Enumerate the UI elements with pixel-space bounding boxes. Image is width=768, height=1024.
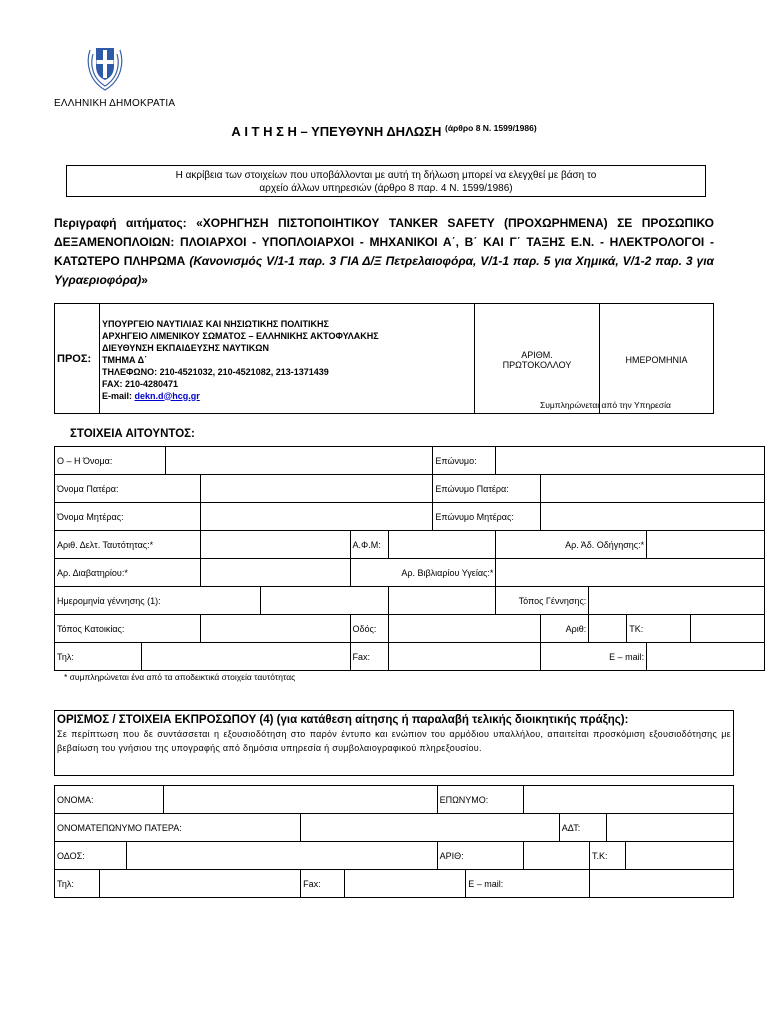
representative-text: Σε περίπτωση που δε συντάσσεται η εξουσιοδότηση στο παρόν έντυπο και ενώπιον του αρμόδιου υπαλλήλου, απαιτείται προσκόμιση εξουσιοδότησης με βεβαίωση του γνήσιου της υπογραφής από δημόσια υπηρεσία ή συμβολαιογραφικού πληρεξουσίου. [57, 729, 731, 753]
birth-date-label: Ημερομηνία γέννησης (1): [55, 587, 261, 615]
recipient-phone: ΤΗΛΕΦΩΝΟ: 210-4521032, 210-4521082, 213-1371439 [102, 366, 329, 377]
recipient-table [54, 303, 714, 414]
title-reference: (άρθρο 8 Ν. 1599/1986) [444, 123, 537, 133]
protocol-cell [475, 304, 600, 414]
birth-date-extra[interactable] [388, 587, 496, 615]
rep-phone-input[interactable] [99, 870, 300, 898]
fax-input[interactable] [388, 643, 541, 671]
recipient-line-1: ΥΠΟΥΡΓΕΙΟ ΝΑΥΤΙΛΙΑΣ ΚΑΙ ΝΗΣΙΩΤΙΚΗΣ ΠΟΛΙΤΙΚΗΣ [102, 318, 329, 329]
description-regulation: (Κανονισμός V/1-1 παρ. 3 ΓΙΑ Δ/Ξ Πετρελαιοφόρα, V/1-1 παρ. 5 για Χημικά, V/1-2 παρ. 3 για Υγραεριοφόρα) [54, 254, 714, 287]
passport-label: Αρ. Διαβατηρίου:* [55, 559, 201, 587]
rep-number-input[interactable] [523, 842, 589, 870]
rep-street-input[interactable] [126, 842, 437, 870]
identity-footnote: * συμπληρώνεται ένα από τα αποδεικτικά στοιχεία ταυτότητας [64, 672, 296, 682]
page-title [0, 123, 768, 139]
recipient-line-3: ΔΙΕΥΘΥΝΣΗ ΕΚΠΑΙΔΕΥΣΗΣ ΝΑΥΤΙΚΩΝ [102, 342, 269, 353]
email-input[interactable] [647, 643, 765, 671]
greek-emblem-icon [84, 40, 126, 92]
description-label: Περιγραφή αιτήματος: [54, 216, 187, 230]
title-text: Α Ι Τ Η Σ Η – ΥΠΕΥΘΥΝΗ ΔΗΛΩΣΗ [231, 124, 442, 139]
father-name-input[interactable] [200, 475, 433, 503]
rep-father-input[interactable] [301, 814, 560, 842]
rep-postcode-input[interactable] [626, 842, 734, 870]
residence-input[interactable] [200, 615, 350, 643]
rep-surname-label: ΕΠΩΝΥΜΟ: [437, 786, 523, 814]
recipient-line-4: ΤΜΗΜΑ Δ΄ [102, 354, 148, 365]
representative-table [54, 785, 734, 898]
father-name-label: Όνομα Πατέρα: [55, 475, 201, 503]
request-description [54, 214, 714, 290]
afm-label: Α.Φ.Μ: [350, 531, 388, 559]
mother-name-label: Όνομα Μητέρας: [55, 503, 201, 531]
recipient-email-link[interactable]: dekn.d@hcg.gr [134, 390, 200, 401]
id-card-input[interactable] [200, 531, 350, 559]
recipient-label: ΠΡΟΣ: [55, 304, 100, 414]
rep-postcode-label: Τ.Κ: [589, 842, 625, 870]
last-name-label: Επώνυμο: [433, 447, 496, 475]
recipient-address [100, 304, 475, 414]
rep-email-label: Ε – mail: [466, 870, 590, 898]
applicant-heading: ΣΤΟΙΧΕΙΑ ΑΙΤΟΥΝΤΟΣ: [70, 428, 195, 440]
representative-title: ΟΡΙΣΜΟΣ / ΣΤΟΙΧΕΙΑ ΕΚΠΡΟΣΩΠΟΥ (4) (για κατάθεση αίτησης ή παραλαβή τελικής διοικητικής πράξης): [57, 714, 629, 726]
id-card-label: Αριθ. Δελτ. Ταυτότητας:* [55, 531, 201, 559]
notice-line-2: αρχείο άλλων υπηρεσιών (άρθρο 8 παρ. 4 Ν. 1599/1986) [259, 183, 513, 194]
rep-street-label: ΟΔΟΣ: [55, 842, 127, 870]
recipient-fax: FAX: 210-4280471 [102, 378, 179, 389]
description-main: «ΧΟΡΗΓΗΣΗ ΠΙΣΤΟΠΟΙΗΤΙΚΟΥ TANKER SAFETY (ΠΡΟΧΩΡΗΜΕΝΑ) ΣΕ ΠΡΟΣΩΠΙΚΟ ΔΕΞΑΜΕΝΟΠΛΟΙΩΝ: ΠΛΟΙΑΡΧΟΙ - ΥΠΟΠΛΟΙΑΡΧΟΙ - ΜΗΧΑΝΙΚΟΙ Α΄, Β΄ ΚΑΙ Γ΄ ΤΑΞΗΣ Ε.Ν. - ΗΛΕΚΤΡΟΛΟΓΟΙ - ΚΑΤΩΤΕΡΟ ΠΛΗΡΩΜΑ [54, 216, 714, 268]
first-name-input[interactable] [165, 447, 432, 475]
health-book-input[interactable] [496, 559, 765, 587]
notice-line-1: Η ακρίβεια των στοιχείων που υποβάλλονται με αυτή τη δήλωση μπορεί να ελεγχθεί με βάση το [175, 170, 597, 181]
rep-name-input[interactable] [164, 786, 437, 814]
protocol-label [475, 348, 599, 370]
first-name-label: Ο – Η Όνομα: [55, 447, 166, 475]
rep-fax-input[interactable] [344, 870, 466, 898]
email-label-applicant: E – mail: [541, 643, 647, 671]
date-label: ΗΜΕΡΟΜΗΝΙΑ [625, 354, 688, 365]
rep-adt-input[interactable] [607, 814, 734, 842]
last-name-input[interactable] [496, 447, 765, 475]
protocol-label-2: ΠΡΩΤΟΚΟΛΛΟΥ [502, 359, 572, 370]
birth-place-label: Τόπος Γέννησης: [496, 587, 589, 615]
accuracy-notice [66, 165, 706, 197]
postcode-input[interactable] [691, 615, 765, 643]
rep-email-input[interactable] [589, 870, 733, 898]
description-end: » [141, 273, 148, 287]
rep-number-label: ΑΡΙΘ: [437, 842, 523, 870]
republic-label: ΕΛΛΗΝΙΚΗ ΔΗΜΟΚΡΑΤΙΑ [54, 98, 176, 109]
license-label: Αρ. Άδ. Οδήγησης:* [496, 531, 647, 559]
representative-box [54, 710, 734, 776]
residence-label: Τόπος Κατοικίας: [55, 615, 201, 643]
date-cell [600, 304, 714, 414]
street-label: Οδός: [350, 615, 388, 643]
service-note: Συμπληρώνεται από την Υπηρεσία [540, 400, 671, 410]
mother-surname-input[interactable] [541, 503, 765, 531]
rep-adt-label: ΑΔΤ: [559, 814, 607, 842]
mother-surname-label: Επώνυμο Μητέρας: [433, 503, 541, 531]
passport-input[interactable] [200, 559, 350, 587]
father-surname-input[interactable] [541, 475, 765, 503]
mother-name-input[interactable] [200, 503, 433, 531]
rep-phone-label: Τηλ: [55, 870, 100, 898]
recipient-email-row [102, 390, 472, 402]
rep-surname-input[interactable] [523, 786, 733, 814]
number-label: Αριθ: [541, 615, 589, 643]
postcode-label: ΤΚ: [627, 615, 691, 643]
father-surname-label: Επώνυμο Πατέρα: [433, 475, 541, 503]
phone-input[interactable] [141, 643, 350, 671]
license-input[interactable] [647, 531, 765, 559]
fax-label: Fax: [350, 643, 388, 671]
number-input[interactable] [589, 615, 627, 643]
rep-name-label: ΟΝΟΜΑ: [55, 786, 164, 814]
recipient-line-2: ΑΡΧΗΓΕΙΟ ΛΙΜΕΝΙΚΟΥ ΣΩΜΑΤΟΣ – ΕΛΛΗΝΙΚΗΣ ΑΚΤΟΦΥΛΑΚΗΣ [102, 330, 379, 341]
health-book-label: Αρ. Βιβλιαρίου Υγείας:* [350, 559, 496, 587]
rep-father-label: ΟΝΟΜΑΤΕΠΩΝΥΜΟ ΠΑΤΕΡΑ: [55, 814, 301, 842]
email-label: E-mail: [102, 390, 135, 401]
protocol-label-1: ΑΡΙΘΜ. [521, 349, 553, 360]
birth-date-input[interactable] [260, 587, 388, 615]
birth-place-input[interactable] [589, 587, 765, 615]
rep-fax-label: Fax: [301, 870, 345, 898]
afm-input[interactable] [388, 531, 496, 559]
street-input[interactable] [388, 615, 541, 643]
phone-label: Τηλ: [55, 643, 142, 671]
applicant-table [54, 446, 765, 671]
